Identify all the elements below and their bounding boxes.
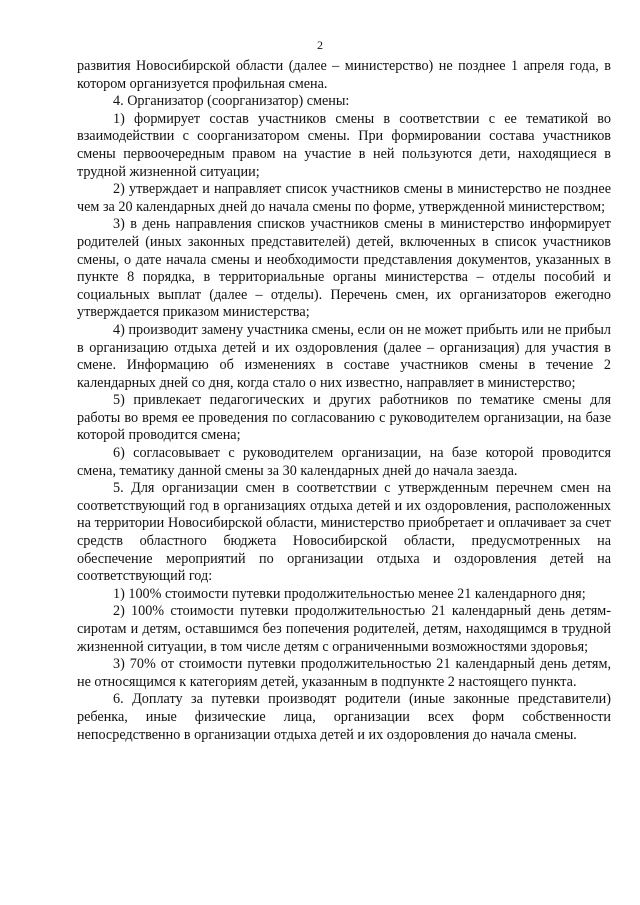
section-6-paragraph: 6. Доплату за путевки производят родители (иные законные представители) ребенка, иные физические лица, организации всех форм собственности непосредственно в организации отдыха детей и их оздоровления до начала смены.	[77, 691, 611, 743]
section-5-item-1: 1) 100% стоимости путевки продолжительностью менее 21 календарного дня;	[113, 585, 586, 602]
section-4-item-2: 2) утверждает и направляет список участников смены в министерство не позднее чем за 20 календарных дней до начала смены по форме, утвержденной министерством;	[77, 181, 611, 215]
page-number: 2	[317, 38, 323, 52]
section-4-item-1: 1) формирует состав участников смены в соответствии с ее тематикой во взаимодействии с соорганизатором смены. При формировании состава участников смены первоочередным правом на участие в ней пользуются дети, находящиеся в трудной жизненной ситуации;	[77, 110, 611, 180]
section-5-heading: 5. Для организации смен в соответствии с утвержденным перечнем смен на соответствующий год в организациях отдыха детей и их оздоровления, расположенных на территории Новосибирской области, министерство приобретает и оплачивает за счет средств областного бюджета Новосибирской области, предусмотренных на обеспечение мероприятий по организации отдыха и оздоровления детей на соответствующий год:	[77, 480, 611, 585]
section-4-heading: 4. Организатор (соорганизатор) смены:	[113, 93, 350, 110]
paragraph-continuation: развития Новосибирской области (далее – министерство) не позднее 1 апреля года, в котором организуется профильная смена.	[77, 58, 611, 92]
section-5-item-2: 2) 100% стоимости путевки продолжительностью 21 календарный день детям-сиротам и детям, оставшимся без попечения родителей, детям, находящимся в трудной жизненной ситуации, в том числе детям с ограниченными возможностями здоровья;	[77, 603, 611, 655]
section-4-item-5: 5) привлекает педагогических и других работников по тематике смены для работы во время ее проведения по согласованию с руководителем организации, на базе которой проводится смена;	[77, 392, 611, 444]
section-4-item-3: 3) в день направления списков участников смены в министерство информирует родителей (иных законных представителей) детей, включенных в список участников смены, о дате начала смены и необходимости представления документов, указанных в пункте 8 порядка, в территориальные органы министерства – отделы пособий и социальных выплат (далее – отделы). Перечень смен, их организаторов ежегодно утверждается приказом министерства;	[77, 216, 611, 321]
section-5-item-3: 3) 70% от стоимости путевки продолжительностью 21 календарный день детям, не относящимся к категориям детей, указанным в подпункте 2 настоящего пункта.	[77, 656, 611, 690]
section-4-item-4: 4) производит замену участника смены, если он не может прибыть или не прибыл в организацию отдыха детей и их оздоровления (далее – организация) для участия в смене. Информацию об изменениях в составе участников смены в течение 2 календарных дней со дня, когда стало о них известно, направляет в министерство;	[77, 321, 611, 391]
section-4-item-6: 6) согласовывает с руководителем организации, на базе которой проводится смена, тематику данной смены за 30 календарных дней до начала заезда.	[77, 445, 611, 479]
document-body	[77, 58, 611, 744]
